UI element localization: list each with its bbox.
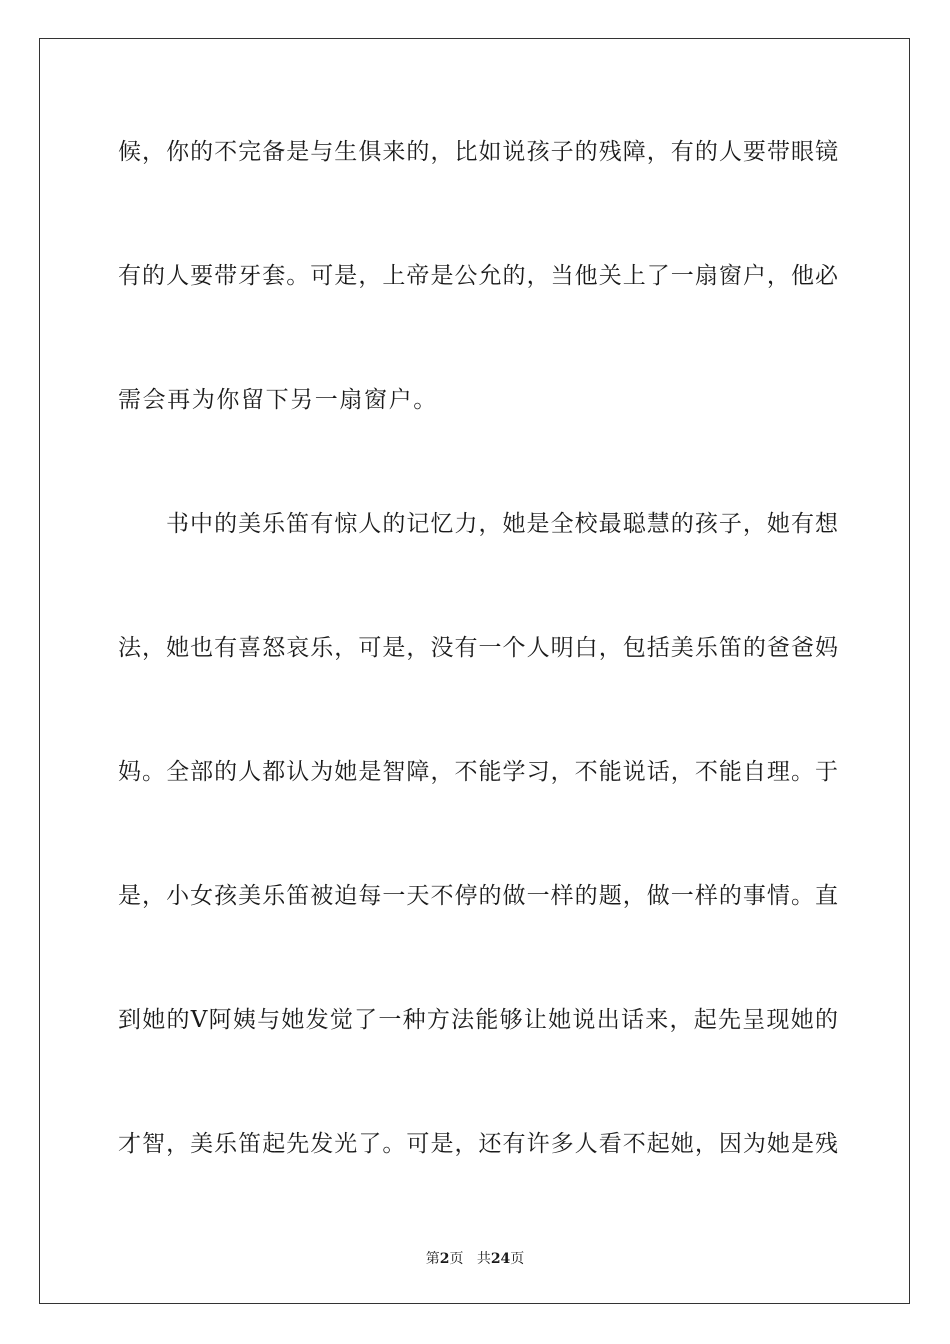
page-footer: [0, 1248, 950, 1268]
page-suffix: 页: [449, 1251, 464, 1267]
text-line: 妈。全部的人都认为她是智障，不能学习，不能说话，不能自理。于: [118, 759, 838, 785]
page-number: 2: [439, 1251, 450, 1267]
total-prefix: 共: [476, 1251, 491, 1267]
page-prefix: 第: [425, 1251, 440, 1267]
total-pages: 24: [490, 1251, 511, 1267]
paragraph-first-line: 书中的美乐笛有惊人的记忆力，她是全校最聪慧的孩子，她有想: [166, 511, 838, 537]
text-line: 才智，美乐笛起先发光了。可是，还有许多人看不起她，因为她是残: [118, 1131, 838, 1157]
text-line: 法，她也有喜怒哀乐，可是，没有一个人明白，包括美乐笛的爸爸妈: [118, 635, 838, 661]
total-suffix: 页: [510, 1251, 525, 1267]
text-line: 到她的V阿姨与她发觉了一种方法能够让她说出话来，起先呈现她的: [118, 1007, 838, 1033]
text-line: 需会再为你留下另一扇窗户。: [118, 387, 438, 413]
text-line: 候，你的不完备是与生俱来的，比如说孩子的残障，有的人要带眼镜: [118, 139, 838, 165]
text-line: 有的人要带牙套。可是，上帝是公允的，当他关上了一扇窗户，他必: [118, 263, 838, 289]
page-border: [39, 38, 910, 1304]
text-line: 是，小女孩美乐笛被迫每一天不停的做一样的题，做一样的事情。直: [118, 883, 838, 909]
